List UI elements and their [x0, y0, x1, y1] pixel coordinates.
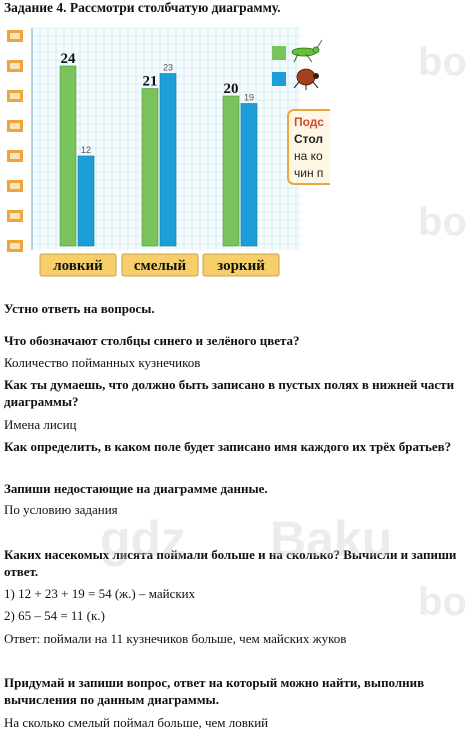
- y-axis-mark-inner: [10, 63, 20, 69]
- bar-green: [223, 96, 239, 246]
- y-axis-mark-inner: [10, 153, 20, 159]
- watermark: bo: [418, 200, 467, 244]
- data-label-blue: 19: [243, 92, 255, 103]
- hint-text: на ко: [294, 149, 323, 163]
- y-axis-mark-inner: [10, 123, 20, 129]
- hint-text: чин п: [294, 166, 324, 180]
- question-1: Что обозначают столбцы синего и зелёного цвета?: [4, 333, 300, 348]
- bar-chart: [2, 22, 330, 290]
- data-label-green: 20: [223, 81, 239, 97]
- hint-text: Стол: [294, 132, 324, 146]
- category-label: зоркий: [217, 258, 265, 274]
- y-axis-mark-inner: [10, 243, 20, 249]
- instruction-text: Устно ответь на вопросы.: [4, 301, 155, 316]
- bar-blue: [78, 156, 94, 246]
- question-3: Как определить, в каком поле будет записано имя каждого их трёх братьев?: [4, 439, 452, 454]
- answer-5-line-3: Ответ: поймали на 11 кузнечиков больше, чем майских жуков: [4, 631, 347, 646]
- question-4: Запиши недостающие на диаграмме данные.: [4, 481, 268, 496]
- answer-5-line-2: 2) 65 – 54 = 11 (к.): [4, 608, 105, 623]
- watermark: bo: [418, 40, 467, 84]
- watermark: gdz: [100, 511, 187, 567]
- data-label-green: 24: [60, 51, 76, 67]
- answer-1: Количество пойманных кузнечиков: [4, 355, 201, 370]
- y-axis-mark-inner: [10, 33, 20, 39]
- question-6: Придумай и запиши вопрос, ответ на который можно найти, выполнив вычисления по данным диаграммы.: [4, 675, 425, 707]
- answer-2: Имена лисиц: [4, 417, 77, 432]
- data-label-blue: 23: [162, 62, 174, 73]
- bar-blue: [241, 104, 257, 247]
- question-2: Как ты думаешь, что должно быть записано в пустых полях в нижней части диаграммы?: [4, 377, 455, 409]
- y-axis-mark-inner: [10, 183, 20, 189]
- answer-6: На сколько смелый поймал больше, чем ловкий: [4, 715, 269, 730]
- page-title: Задание 4. Рассмотри столбчатую диаграмму.: [4, 0, 281, 15]
- bar-blue: [160, 74, 176, 247]
- bar-green: [142, 89, 158, 247]
- answer-5-line-1: 1) 12 + 23 + 19 = 54 (ж.) – майских: [4, 586, 196, 601]
- hint-text: Подс: [294, 115, 324, 129]
- y-axis-mark-inner: [10, 213, 20, 219]
- data-label-green: 21: [142, 73, 158, 90]
- data-label-blue: 12: [80, 145, 92, 155]
- y-axis-mark-inner: [10, 93, 20, 99]
- legend-swatch-green: [272, 46, 286, 60]
- legend-swatch-blue: [272, 72, 286, 86]
- question-5: Каких насекомых лисята поймали больше и на сколько? Вычисли и запиши ответ.: [4, 547, 457, 579]
- watermark: bo: [418, 580, 467, 624]
- watermark: Baku: [270, 511, 393, 567]
- bar-chart-svg: [2, 22, 330, 290]
- bar-green: [60, 66, 76, 246]
- answer-4: По условию задания: [4, 502, 118, 517]
- category-label: смелый: [133, 258, 187, 274]
- category-label: ловкий: [53, 258, 103, 274]
